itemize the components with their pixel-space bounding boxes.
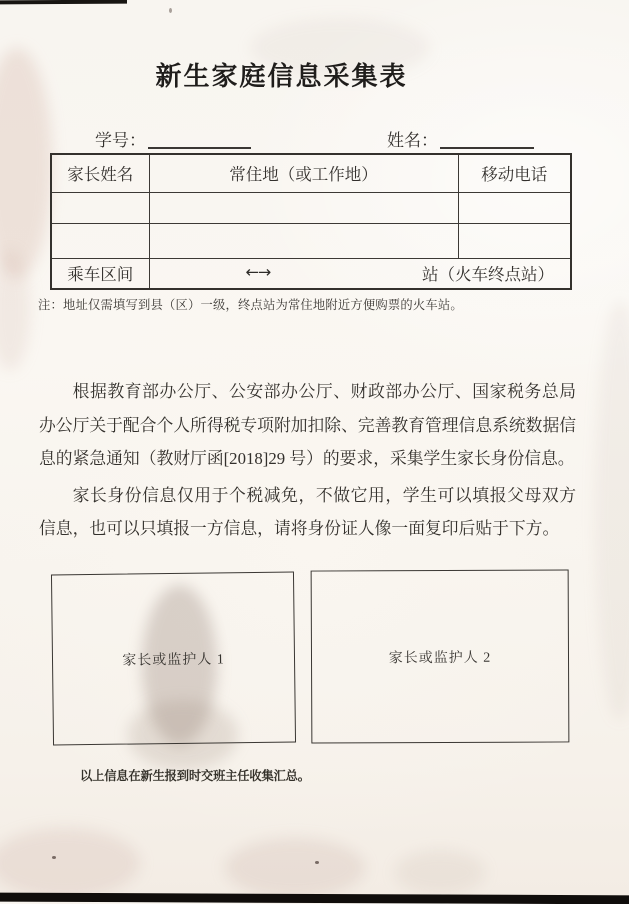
header-residence: 常住地（或工作地） bbox=[149, 154, 458, 192]
body-text bbox=[39, 375, 576, 546]
cell-ride-content bbox=[149, 258, 571, 289]
student-name-label: 姓名： bbox=[387, 131, 438, 150]
table-row-ride-section bbox=[51, 258, 571, 289]
table-header-row bbox=[51, 154, 571, 192]
cell-parent2-phone bbox=[458, 223, 571, 258]
table-row-parent2 bbox=[51, 223, 571, 258]
student-id-blank-line bbox=[148, 131, 251, 149]
table-row-parent1 bbox=[51, 192, 571, 223]
guardian2-photo-box bbox=[311, 569, 570, 743]
cell-parent2-name bbox=[51, 223, 149, 258]
scan-speck bbox=[315, 861, 319, 864]
cell-parent1-phone bbox=[458, 192, 571, 223]
scan-edge-artifact-top bbox=[0, 0, 127, 4]
student-name-field bbox=[387, 126, 534, 151]
student-name-blank-line bbox=[440, 131, 534, 149]
scan-stain bbox=[225, 838, 365, 898]
scan-stain bbox=[595, 300, 629, 720]
guardian1-photo-box bbox=[51, 572, 296, 746]
header-mobile-phone: 移动电话 bbox=[458, 154, 571, 192]
scan-speck bbox=[169, 8, 172, 13]
cell-parent2-residence bbox=[149, 223, 458, 258]
station-suffix-text: 站（火车终点站） bbox=[422, 265, 554, 285]
cell-parent1-residence bbox=[149, 192, 458, 223]
scan-speck bbox=[52, 856, 56, 859]
table-note: 注：地址仅需填写到县（区）一级，终点站为常住地附近方便购票的火车站。 bbox=[38, 298, 463, 312]
scan-stain bbox=[0, 828, 140, 898]
scan-edge-artifact-bottom bbox=[0, 893, 629, 904]
double-arrow-icon: ←→ bbox=[245, 262, 271, 282]
student-id-label: 学号： bbox=[95, 131, 146, 150]
cell-parent1-name bbox=[51, 192, 149, 223]
cell-ride-label: 乘车区间 bbox=[51, 258, 149, 289]
footer-instruction: 以上信息在新生报到时交班主任收集汇总。 bbox=[80, 769, 310, 783]
scan-stain bbox=[0, 250, 30, 370]
form-title: 新生家庭信息采集表 bbox=[155, 62, 408, 91]
parent-info-table bbox=[50, 153, 572, 290]
header-parent-name: 家长姓名 bbox=[51, 154, 149, 192]
paragraph-policy: 根据教育部办公厅、公安部办公厅、财政部办公厅、国家税务总局办公厅关于配合个人所得税专项附加扣除、完善教育管理信息系统数据信息的紧急通知（教财厅函[2018]29 号）的要求，采集学生家长身份信息。 bbox=[39, 382, 577, 468]
guardian2-label: 家长或监护人 2 bbox=[388, 650, 492, 666]
paragraph-usage: 家长身份信息仅用于个税减免，不做它用，学生可以填报父母双方信息，也可以只填报一方信息，请将身份证人像一面复印后贴于下方。 bbox=[39, 485, 576, 538]
guardian1-label: 家长或监护人 1 bbox=[122, 651, 225, 669]
student-id-field bbox=[95, 126, 251, 151]
scan-stain bbox=[395, 850, 485, 895]
